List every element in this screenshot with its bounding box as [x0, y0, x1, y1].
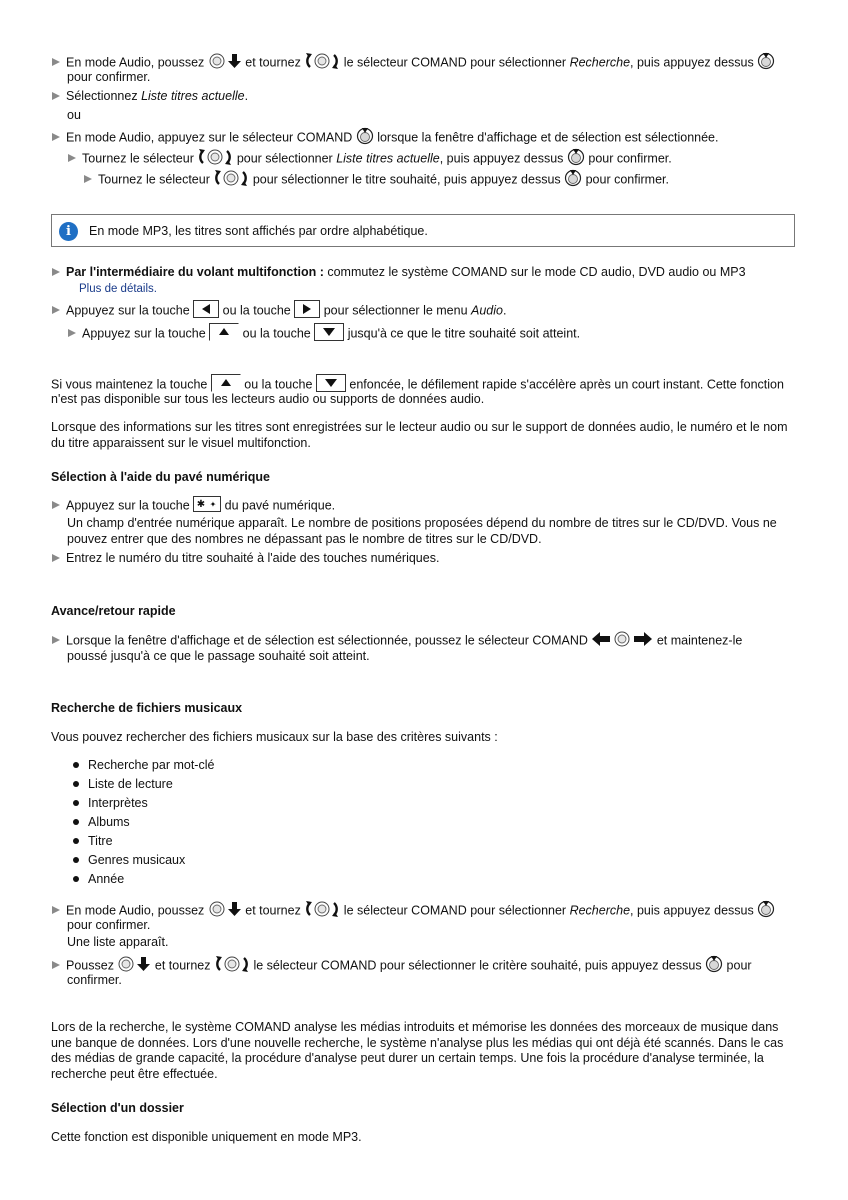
paragraph: Lorsque des informations sur les titres sont enregistrées sur le lecteur audio ou sur le support de données audio, le numéro et le nom du titre apparaissent sur le visuel multifonction. — [51, 420, 788, 450]
bullet-dot-icon — [73, 800, 79, 806]
push-down-icon — [208, 900, 242, 918]
right-key-icon — [294, 300, 320, 318]
bullet-dot-icon — [73, 781, 79, 787]
bullet-dot-icon — [73, 857, 79, 863]
list-item: Recherche par mot-clé — [73, 758, 214, 777]
paragraph: Vous pouvez rechercher des fichiers musicaux sur la base des critères suivants : — [51, 730, 498, 744]
instruction-step: Appuyez sur la touche du pavé numérique. — [52, 498, 335, 514]
arrow-bullet-icon — [52, 58, 60, 66]
bullet-dot-icon — [73, 838, 79, 844]
info-note-box — [51, 214, 795, 247]
instruction-text: Une liste apparaît. — [67, 935, 169, 949]
press-icon — [567, 148, 585, 166]
arrow-bullet-icon — [52, 268, 60, 276]
details-link-line: Plus de détails. — [79, 283, 157, 295]
paragraph: Cette fonction est disponible uniquement en mode MP3. — [51, 1130, 362, 1144]
list-item: Année — [73, 872, 214, 891]
arrow-bullet-icon — [84, 175, 92, 183]
or-text: ou — [67, 108, 81, 122]
arrow-bullet-icon — [52, 906, 60, 914]
instruction-text: Un champ d'entrée numérique apparaît. Le nombre de positions proposées dépend du nombre de titres sur le CD/DVD. Vous ne pouvez entrer que des nombres ne dépassant pas le nombre de titres sur le CD/DVD. — [67, 516, 777, 546]
down-key-icon — [314, 323, 344, 341]
up-key-icon — [209, 323, 239, 341]
star-hash-key-icon — [193, 496, 221, 512]
arrow-bullet-icon — [52, 92, 60, 100]
bullet-dot-icon — [73, 819, 79, 825]
paragraph-line: n'est pas disponible sur tous les lecteurs audio ou supports de données audio. — [51, 392, 485, 406]
down-key-icon — [316, 374, 346, 392]
arrow-bullet-icon — [52, 961, 60, 969]
section-heading: Recherche de fichiers musicaux — [51, 701, 243, 715]
rotate-icon — [304, 52, 340, 70]
up-key-icon — [211, 374, 241, 392]
criteria-list — [73, 758, 214, 891]
left-key-icon — [193, 300, 219, 318]
instruction-step: Poussez et tournez le sélecteur COMAND pour sélectionner le critère souhaité, puis appuyez dessus pour — [52, 957, 752, 975]
paragraph: Lors de la recherche, le système COMAND analyse les médias introduits et mémorise les données des morceaux de musique dans une banque de données. Lors d'une nouvelle recherche, le système n'analyse plus les médias qui ont déjà été scannés. Dans le cas des médias de grande capacité, la procédure d'analyse peut durer un certain temps. Une fois la procédure d'analyse terminée, la recherche peut être effectuée. — [51, 1020, 784, 1081]
rotate-icon — [304, 900, 340, 918]
list-item: Albums — [73, 815, 214, 834]
press-icon — [757, 52, 775, 70]
list-item: Interprètes — [73, 796, 214, 815]
section-heading: Sélection à l'aide du pavé numérique — [51, 470, 271, 484]
arrow-bullet-icon — [52, 306, 60, 314]
info-note-text: En mode MP3, les titres sont affichés par ordre alphabétique. — [89, 224, 428, 238]
instruction-step: En mode Audio, poussez et tournez le sélecteur COMAND pour sélectionner Recherche, puis appuyez dessus — [52, 902, 775, 920]
push-left-right-icon — [591, 630, 653, 648]
push-down-icon — [208, 52, 242, 70]
instruction-substep: Tournez le sélecteur pour sélectionner le titre souhaité, puis appuyez dessus pour confirmer. — [84, 171, 669, 189]
bullet-dot-icon — [73, 876, 79, 882]
instruction-text: pour confirmer. — [67, 918, 151, 932]
instruction-step: Lorsque la fenêtre d'affichage et de sélection est sélectionnée, poussez le sélecteur COMAND et maintenez-le — [52, 632, 742, 650]
instruction-text: pour confirmer. — [67, 70, 151, 84]
instruction-step: Par l'intermédiaire du volant multifonction : commutez le système COMAND sur le mode CD audio, DVD audio ou MP3 — [52, 265, 746, 281]
arrow-bullet-icon — [52, 636, 60, 644]
push-down-icon — [117, 955, 151, 973]
press-icon — [564, 169, 582, 187]
instruction-substep: Appuyez sur la touche ou la touche jusqu'à ce que le titre souhaité soit atteint. — [68, 325, 580, 343]
instruction-text: poussé jusqu'à ce que le passage souhaité soit atteint. — [67, 649, 370, 663]
arrow-bullet-icon — [68, 154, 76, 162]
info-icon: i — [59, 222, 78, 241]
arrow-bullet-icon — [52, 133, 60, 141]
section-heading: Avance/retour rapide — [51, 604, 176, 618]
press-icon — [705, 955, 723, 973]
paragraph: Si vous maintenez la touche ou la touche enfoncée, le défilement rapide s'accélère après un court instant. Cette fonction — [51, 376, 784, 394]
instruction-substep: Tournez le sélecteur pour sélectionner Liste titres actuelle, puis appuyez dessus pour confirmer. — [68, 150, 672, 168]
arrow-bullet-icon — [52, 554, 60, 562]
press-icon — [356, 127, 374, 145]
list-item: Titre — [73, 834, 214, 853]
instruction-step: Entrez le numéro du titre souhaité à l'aide des touches numériques. — [52, 551, 439, 567]
rotate-icon — [214, 955, 250, 973]
list-item: Liste de lecture — [73, 777, 214, 796]
instruction-step: Sélectionnez Liste titres actuelle. — [52, 89, 248, 105]
list-item: Genres musicaux — [73, 853, 214, 872]
arrow-bullet-icon — [52, 501, 60, 509]
instruction-step: En mode Audio, poussez et tournez le sélecteur COMAND pour sélectionner Recherche, puis appuyez dessus — [52, 54, 775, 72]
instruction-step: Appuyez sur la touche ou la touche pour sélectionner le menu Audio. — [52, 302, 506, 320]
rotate-icon — [197, 148, 233, 166]
press-icon — [757, 900, 775, 918]
arrow-bullet-icon — [68, 329, 76, 337]
rotate-icon — [213, 169, 249, 187]
bullet-dot-icon — [73, 762, 79, 768]
section-heading: Sélection d'un dossier — [51, 1101, 184, 1115]
instruction-text: confirmer. — [67, 973, 122, 987]
details-link[interactable]: Plus de détails — [79, 283, 154, 295]
instruction-step: En mode Audio, appuyez sur le sélecteur COMAND lorsque la fenêtre d'affichage et de sélection est sélectionnée. — [52, 129, 718, 147]
